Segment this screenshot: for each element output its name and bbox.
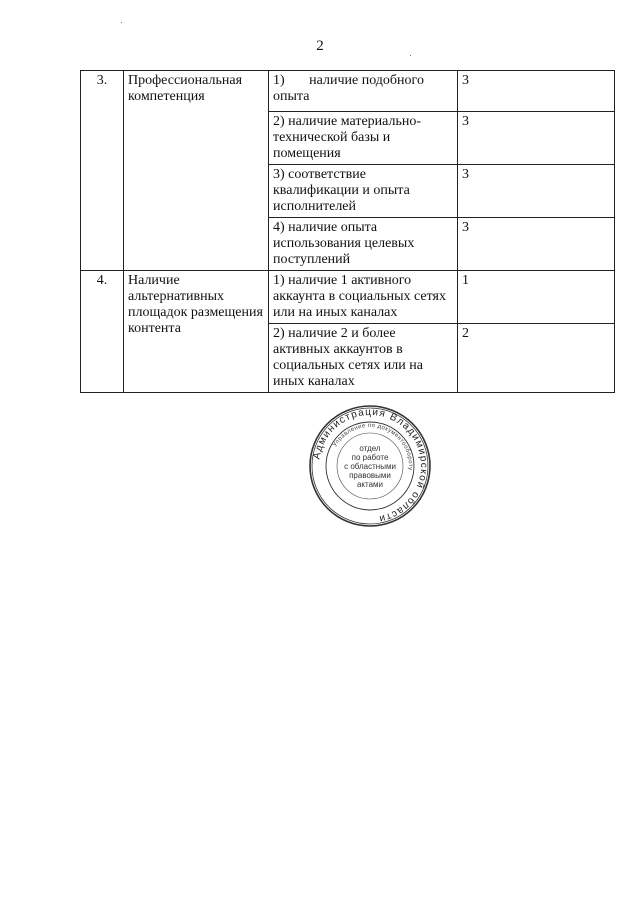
seal-outer-text: Администрация Владимирской области — [311, 406, 430, 525]
score-cell: 2 — [458, 324, 615, 393]
seal-line: по работе — [351, 452, 389, 462]
criteria-table — [80, 70, 615, 393]
seal-inner-text — [336, 432, 404, 500]
indicator-cell: 1) наличие подобного опыта — [269, 71, 458, 112]
criterion-cell: Профессиональная компетенция — [124, 71, 269, 271]
page-number: 2 — [316, 38, 324, 54]
seal-line: отдел — [359, 443, 381, 453]
table-row — [81, 271, 615, 324]
seal-line: с областными — [344, 461, 396, 471]
criterion-cell: Наличие альтернативных площадок размещения контента — [124, 271, 269, 393]
table-row — [81, 71, 615, 112]
seal-line: правовыми — [349, 470, 391, 480]
score-cell: 1 — [458, 271, 615, 324]
indicator-cell: 4) наличие опыта использования целевых поступлений — [269, 218, 458, 271]
score-cell: 3 — [458, 165, 615, 218]
score-cell: 3 — [458, 112, 615, 165]
indicator-cell: 2) наличие материально-технической базы и помещения — [269, 112, 458, 165]
indicator-cell: 1) наличие 1 активного аккаунта в социальных сетях или на иных каналах — [269, 271, 458, 324]
official-seal — [308, 404, 432, 528]
score-cell: 3 — [458, 218, 615, 271]
row-number: 4. — [81, 271, 124, 393]
seal-line: актами — [356, 479, 384, 489]
score-cell: 3 — [458, 71, 615, 112]
indicator-cell: 3) соответствие квалификации и опыта исполнителей — [269, 165, 458, 218]
indicator-cell: 2) наличие 2 и более активных аккаунтов в социальных сетях или на иных каналах — [269, 324, 458, 393]
row-number: 3. — [81, 71, 124, 271]
seal-middle-text: Управление по документообороту — [332, 422, 414, 471]
